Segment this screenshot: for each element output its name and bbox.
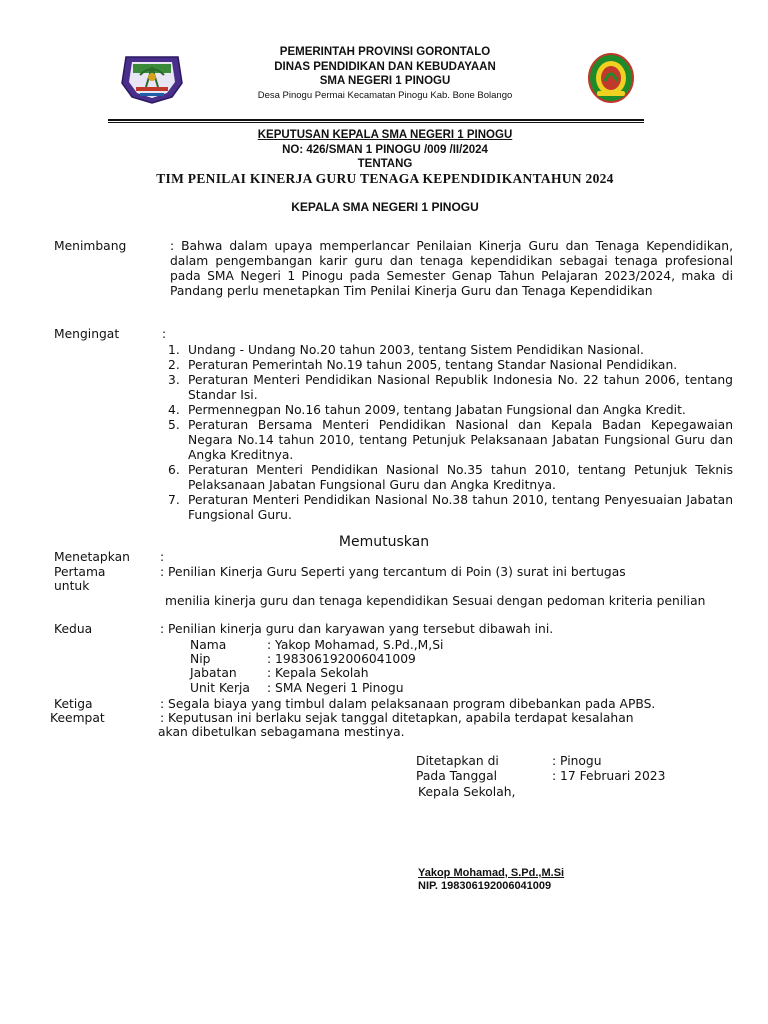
pertama-text: : Penilian Kinerja Guru Seperti yang tercantum di Poin (3) surat ini bertugas <box>160 565 626 579</box>
menimbang-text: : Bahwa dalam upaya memperlancar Penilaian Kinerja Guru dan Tenaga Kependidikan, dalam pengembangan karir guru dan tenaga kependidikan sebagai tenaga profesional pada SMA Negeri 1 Pinogu pada Semester Genap Tahun Pelajaran 2023/2024, maka di Pandang perlu menetapkan Tim Penilai Kinerja Guru dan Tenaga Kependidikan <box>170 239 733 298</box>
place-label: Ditetapkan di <box>416 754 499 768</box>
decree-number: NO: 426/SMAN 1 PINOGU /009 /II/2024 <box>282 144 488 156</box>
list-item: 7. Peraturan Menteri Pendidikan Nasional No.38 tahun 2010, tentang Penyesuaian Jabatan Fungsional Guru. <box>168 493 733 522</box>
place-value: : Pinogu <box>552 754 602 768</box>
keempat-text: : Keputusan ini berlaku sejak tanggal ditetapkan, apabila terdapat kesalahan <box>160 711 634 725</box>
field-unit-value: : SMA Negeri 1 Pinogu <box>267 681 404 695</box>
memutuskan-heading: Memutuskan <box>338 534 430 550</box>
gov-header: PEMERINTAH PROVINSI GORONTALO <box>279 46 491 58</box>
tentang-label: TENTANG <box>357 158 413 170</box>
mengingat-label: Mengingat <box>54 327 120 341</box>
menetapkan-label: Menetapkan <box>54 550 130 564</box>
date-label: Pada Tanggal <box>416 769 498 783</box>
pertama-label-untuk: untuk <box>54 579 90 593</box>
ketiga-text: : Segala biaya yang timbul dalam pelaksanaan program dibebankan pada APBS. <box>160 697 656 711</box>
kedua-text: : Penilian kinerja guru dan karyawan yang tersebut dibawah ini. <box>160 622 554 636</box>
field-nama-label: Nama <box>190 638 227 652</box>
decree-subject: TIM PENILAI KINERJA GURU TENAGA KEPENDIDIKANTAHUN 2024 <box>156 171 614 186</box>
list-item: 5. Peraturan Bersama Menteri Pendidikan Nasional dan Kepala Badan Kepegawaian Negara No.14 tahun 2010, tentang Petunjuk Pelaksanaan Jabatan Fungsional Guru dan Angka Kreditnya. <box>168 418 733 462</box>
mengingat-colon: : <box>162 327 167 341</box>
keempat-text-continued: akan dibetulkan sebagamana mestinya. <box>158 725 405 739</box>
list-item: 2. Peraturan Pemerintah No.19 tahun 2005, tentang Standar Nasional Pendidikan. <box>168 358 678 372</box>
list-item: 3. Peraturan Menteri Pendidikan Nasional Republik Indonesia No. 22 tahun 2006, tentang Standar Isi. <box>168 373 733 402</box>
list-item: 1. Undang - Undang No.20 tahun 2003, tentang Sistem Pendidikan Nasional. <box>168 343 644 357</box>
pertama-label: Pertama <box>54 565 106 579</box>
school-header: SMA NEGERI 1 PINOGU <box>319 75 451 87</box>
signer-nip: NIP. 198306192006041009 <box>418 880 552 892</box>
mengingat-list <box>168 343 733 523</box>
header-divider <box>108 119 644 121</box>
keempat-label: Keempat <box>50 711 105 725</box>
pertama-text-continued: menilia kinerja guru dan tenaga kependidikan Sesuai dengan pedoman kriteria penilian <box>165 594 706 608</box>
menimbang-label: Menimbang <box>54 239 127 253</box>
field-nip-value: : 198306192006041009 <box>267 652 416 666</box>
field-unit-label: Unit Kerja <box>190 681 250 695</box>
position-label: Kepala Sekolah, <box>418 785 516 799</box>
kedua-label: Kedua <box>54 622 93 636</box>
decree-title: KEPUTUSAN KEPALA SMA NEGERI 1 PINOGU <box>257 129 513 141</box>
date-value: : 17 Februari 2023 <box>552 769 666 783</box>
header-divider-thin <box>108 122 644 123</box>
field-jabatan-label: Jabatan <box>190 666 237 680</box>
department-header: DINAS PENDIDIKAN DAN KEBUDAYAAN <box>274 61 496 73</box>
field-nip-label: Nip <box>190 652 211 666</box>
signer-name: Yakop Mohamad, S.Pd.,M.Si <box>418 867 565 879</box>
list-item: 6. Peraturan Menteri Pendidikan Nasional No.35 tahun 2010, tentang Petunjuk Teknis Pelaksanaan Jabatan Fungsional Guru dan Angka Kreditnya. <box>168 463 733 492</box>
list-item: 4. Permennegpan No.16 tahun 2009, tentang Jabatan Fungsional dan Angka Kredit. <box>168 403 686 417</box>
field-jabatan-value: : Kepala Sekolah <box>267 666 369 680</box>
school-address: Desa Pinogu Permai Kecamatan Pinogu Kab. Bone Bolango <box>257 90 513 101</box>
ketiga-label: Ketiga <box>54 697 93 711</box>
field-nama-value: : Yakop Mohamad, S.Pd.,M,Si <box>267 638 444 652</box>
decree-issuer: KEPALA SMA NEGERI 1 PINOGU <box>291 200 479 214</box>
menetapkan-colon: : <box>160 550 165 564</box>
